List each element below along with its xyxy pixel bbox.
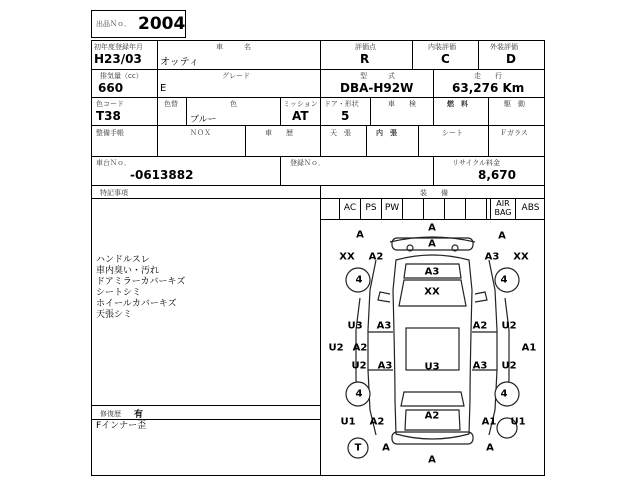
damage-mark: A3 bbox=[424, 266, 440, 278]
score-label: 評価点 bbox=[355, 43, 376, 51]
remark-line: ハンドルスレ bbox=[96, 255, 150, 265]
displacement-label: 排気量（cc） bbox=[100, 72, 143, 80]
inspection-label: 車 検 bbox=[388, 100, 416, 108]
col-divider bbox=[245, 125, 246, 156]
equipment-label: 装 備 bbox=[420, 189, 448, 197]
grade-value: E bbox=[160, 83, 167, 94]
col-divider bbox=[280, 97, 281, 125]
damage-mark: U3 bbox=[347, 320, 363, 332]
damage-mark: A bbox=[428, 454, 436, 466]
color-code-label: 色コード bbox=[96, 100, 124, 108]
damage-mark: A2 bbox=[472, 320, 488, 332]
damage-mark: A3 bbox=[472, 360, 488, 372]
equipment-item bbox=[444, 198, 465, 219]
remark-line: シートシミ bbox=[96, 288, 142, 298]
exterior-grade-label: 外装評価 bbox=[490, 43, 518, 51]
equipment-item bbox=[465, 198, 486, 219]
damage-mark: A2 bbox=[368, 251, 384, 263]
damage-mark: A2 bbox=[424, 410, 440, 422]
col-divider bbox=[157, 40, 158, 69]
recycle-fee-value: 8,670 bbox=[478, 168, 516, 182]
chassis-number-value: -0613882 bbox=[130, 168, 194, 182]
equipment-item: ABS bbox=[515, 198, 545, 219]
damage-mark: XX bbox=[339, 251, 355, 263]
col-divider bbox=[320, 97, 321, 125]
row-divider bbox=[91, 69, 545, 70]
row-divider bbox=[91, 125, 545, 126]
equipment-item: PW bbox=[381, 198, 402, 219]
damage-mark: U1 bbox=[510, 416, 526, 428]
model-label: 型 式 bbox=[360, 72, 395, 80]
col-divider bbox=[370, 97, 371, 125]
damage-mark: XX bbox=[424, 286, 440, 298]
color-code-value: T38 bbox=[96, 109, 121, 123]
damage-mark: U3 bbox=[424, 361, 440, 373]
damage-mark-wheel: 4 bbox=[500, 274, 508, 286]
remark-line: ドアミラーカバーキズ bbox=[96, 277, 186, 287]
col-divider bbox=[320, 69, 321, 97]
damage-mark-wheel: 4 bbox=[500, 388, 508, 400]
doors-value: 5 bbox=[341, 109, 350, 123]
col-divider bbox=[433, 156, 434, 185]
col-divider bbox=[488, 97, 489, 125]
recycle-fee-label: リサイクル料金 bbox=[452, 159, 501, 167]
color-change-label: 色替 bbox=[164, 100, 178, 108]
mission-label: ミッション bbox=[283, 100, 318, 108]
mileage-value: 63,276 Km bbox=[452, 81, 525, 95]
drive-label: 駆 動 bbox=[504, 100, 525, 108]
col-divider bbox=[157, 125, 158, 156]
maintenance-book-label: 整備手帳 bbox=[96, 129, 124, 137]
remarks-list bbox=[96, 255, 185, 321]
chassis-number-label: 車台Ｎｏ． bbox=[96, 159, 131, 167]
col-divider bbox=[157, 97, 158, 125]
interior-grade-value: C bbox=[441, 52, 450, 66]
mission-value: AT bbox=[292, 109, 309, 123]
damage-mark: U2 bbox=[351, 360, 367, 372]
damage-mark-wheel: 4 bbox=[355, 388, 363, 400]
damage-mark: A3 bbox=[377, 360, 393, 372]
damage-mark: A1 bbox=[481, 416, 497, 428]
damage-mark: XX bbox=[513, 251, 529, 263]
col-divider bbox=[433, 97, 434, 125]
doors-label: ドア・形状 bbox=[324, 100, 359, 108]
row-divider bbox=[91, 97, 545, 98]
equipment-item bbox=[423, 198, 444, 219]
first-registration-label: 初年度登録年月 bbox=[94, 43, 143, 51]
car-name-label: 車 名 bbox=[216, 43, 251, 51]
damage-mark: A bbox=[428, 238, 436, 250]
repair-divider bbox=[91, 419, 320, 420]
exterior-grade-value: D bbox=[506, 52, 516, 66]
damage-mark: A bbox=[498, 230, 506, 242]
damage-mark: A2 bbox=[352, 342, 368, 354]
col-divider bbox=[418, 125, 419, 156]
equipment-grid bbox=[320, 198, 545, 220]
registration-number-label: 登録Ｎｏ． bbox=[290, 159, 325, 167]
lot-number-label: 出品Ｎｏ． bbox=[96, 20, 131, 28]
col-divider bbox=[366, 125, 367, 156]
damage-mark: U2 bbox=[328, 342, 344, 354]
repair-divider bbox=[91, 405, 320, 406]
col-divider bbox=[320, 125, 321, 156]
glass-label: Ｆガラス bbox=[500, 129, 528, 137]
damage-mark: U2 bbox=[501, 360, 517, 372]
col-divider bbox=[280, 156, 281, 185]
repair-note: Fインナー歪 bbox=[96, 421, 147, 431]
damage-mark: A bbox=[382, 442, 390, 454]
color-value: ブルー bbox=[190, 115, 217, 125]
remarks-label: 特記事項 bbox=[100, 189, 128, 197]
row-divider bbox=[91, 156, 545, 157]
damage-mark: A3 bbox=[376, 320, 392, 332]
col-divider bbox=[488, 125, 489, 156]
row-divider bbox=[91, 185, 545, 186]
equipment-item: PS bbox=[360, 198, 381, 219]
model-value: DBA-H92W bbox=[340, 81, 414, 95]
col-divider bbox=[186, 97, 187, 125]
damage-mark: A bbox=[428, 222, 436, 234]
remark-line: 天張シミ bbox=[96, 310, 133, 320]
color-label: 色 bbox=[230, 100, 237, 108]
repair-history-label: 修復歴 bbox=[100, 410, 121, 418]
equipment-item-airbag: AIR BAG bbox=[490, 198, 515, 219]
history-label: 車 歴 bbox=[265, 129, 293, 137]
lot-number-value: 2004 bbox=[138, 14, 186, 34]
damage-mark-wheel: 4 bbox=[355, 274, 363, 286]
col-divider bbox=[478, 40, 479, 69]
remark-line: ホイールカバーキズ bbox=[96, 299, 177, 309]
seat-label: シート bbox=[442, 129, 463, 137]
equipment-item: AC bbox=[339, 198, 360, 219]
damage-mark: A bbox=[356, 229, 364, 241]
grade-label: グレード bbox=[222, 72, 250, 80]
damage-mark: U2 bbox=[501, 320, 517, 332]
damage-mark: A bbox=[486, 442, 494, 454]
equipment-item bbox=[402, 198, 423, 219]
fuel-label: 燃 料 bbox=[447, 100, 468, 108]
col-divider bbox=[320, 40, 321, 69]
repair-history-value: 有 bbox=[134, 410, 144, 420]
col-divider bbox=[157, 69, 158, 97]
col-divider bbox=[433, 69, 434, 97]
remark-line: 車内臭い・汚れ bbox=[96, 266, 160, 276]
col-divider bbox=[412, 40, 413, 69]
nox-label: ＮＯＸ bbox=[190, 129, 211, 137]
car-name-value: オッティ bbox=[160, 57, 199, 68]
damage-mark: U1 bbox=[340, 416, 356, 428]
damage-mark: A3 bbox=[484, 251, 500, 263]
score-value: R bbox=[360, 52, 370, 66]
damage-mark: A1 bbox=[521, 342, 537, 354]
lot-number-box bbox=[91, 10, 186, 38]
first-registration-value: H23/03 bbox=[94, 52, 142, 66]
interior-grade-label: 内装評価 bbox=[428, 43, 456, 51]
damage-mark-wheel: T bbox=[354, 442, 362, 454]
damage-mark: A2 bbox=[369, 416, 385, 428]
displacement-value: 660 bbox=[98, 81, 124, 95]
roof-label: 天 張 bbox=[330, 129, 351, 137]
mileage-label: 走 行 bbox=[474, 72, 502, 80]
interior-trim-label: 内 張 bbox=[376, 129, 397, 137]
